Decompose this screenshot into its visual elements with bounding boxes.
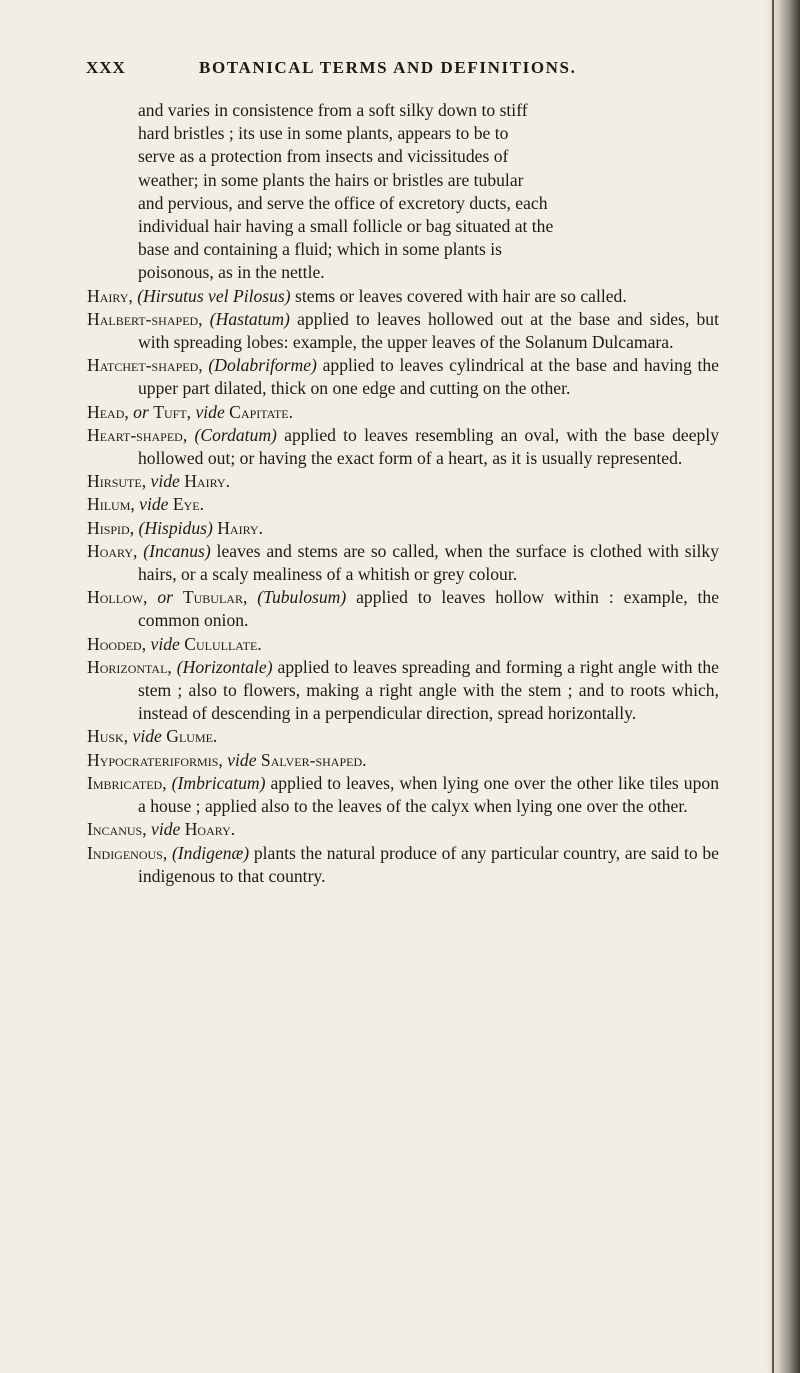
page-binding-line [772, 0, 774, 1373]
entry-incanus: Incanus, vide Hoary. [87, 819, 236, 840]
entry-latin: (Cordatum) [194, 424, 277, 445]
continuation-line: hard bristles ; its use in some plants, appears to be to [138, 123, 509, 144]
continuation-line: poisonous, as in the nettle. [138, 262, 325, 283]
entry-imbricated [87, 772, 719, 818]
entry-term: Horizontal, [87, 656, 172, 677]
entry-latin: (Hastatum) [209, 308, 290, 329]
entry-hollow: Hollow, or Tubular, (Tubulosum) applied to leaves hollow within : example, the common onion. [87, 587, 720, 631]
entry-husk: Husk, vide Glume. [87, 726, 218, 747]
entry-term: Heart-shaped, [87, 424, 188, 445]
entry-definition: applied to leaves, when lying one over the other like tiles upon a house ; applied also to the leaves of the calyx when lying one over the other. [138, 772, 719, 817]
entry-hatchet-shaped [87, 354, 719, 400]
continuation-line: base and containing a fluid; which in some plants is [138, 239, 503, 260]
entry-cross-reference: Salver-shaped. [260, 749, 367, 770]
entry-latin: (Hispidus) [138, 517, 213, 538]
entry-term: Hispid, [87, 517, 135, 538]
entry-hooded: Hooded, vide Culullate. [87, 633, 262, 654]
continuation-line: individual hair having a small follicle or bag situated at the [138, 216, 554, 237]
entry-hypocrateriformis: Hypocrateriformis, vide Salver-shaped. [87, 749, 367, 770]
page-body [87, 99, 719, 888]
entry-term: Hirsute, [87, 471, 147, 492]
entry-latin: (Indigenæ) [171, 842, 250, 863]
entry-term: Hairy, [87, 285, 133, 306]
entry-cross-reference: Capitate. [229, 401, 294, 422]
page-number: XXX [86, 58, 126, 77]
entry-term: Incanus, [87, 819, 147, 840]
entry-cross-reference: Eye. [172, 494, 205, 515]
entry-term: Hilum, [87, 494, 135, 515]
running-title: BOTANICAL TERMS AND DEFINITIONS. [199, 58, 577, 77]
entry-hirsute: Hirsute, vide Hairy. [87, 471, 230, 492]
entry-term: Hatchet-shaped, [87, 355, 203, 376]
entry-term: Hypocrateriformis, [87, 749, 223, 770]
entry-definition: leaves and stems are so called, when the surface is clothed with silky hairs, or a scaly mealiness of a whitish or grey colour. [138, 540, 719, 585]
entry-cross-reference: Hoary. [184, 819, 236, 840]
entry-term: Hoary, [87, 540, 138, 561]
entry-latin: (Incanus) [143, 540, 211, 561]
continuation-paragraph [87, 99, 719, 285]
entry-hispid [87, 517, 719, 540]
entry-latin: (Hirsutus vel Pilosus) [137, 285, 291, 306]
entry-term-alt: Tuft, [153, 401, 192, 422]
entry-term: Hollow, [87, 587, 148, 608]
entry-term: Husk, [87, 726, 129, 747]
continuation-line: weather; in some plants the hairs or bristles are tubular [138, 169, 524, 190]
entry-latin: (Dolabriforme) [208, 355, 317, 376]
entry-definition: applied to leaves hollowed out at the base and sides, but with spreading lobes: example, the upper leaves of the Solanum Dulcamara. [138, 308, 719, 353]
entry-hoary [87, 540, 719, 586]
entry-indigenous [87, 842, 719, 888]
entry-head: Head, or Tuft, vide Capitate. [87, 401, 294, 422]
entry-cross-reference: Hairy. [184, 471, 230, 492]
entry-cross-reference: Glume. [166, 726, 218, 747]
entry-cross-reference: Hairy. [212, 517, 264, 538]
entry-hairy [87, 285, 719, 308]
entry-cross-reference: Culullate. [184, 633, 262, 654]
entry-hilum: Hilum, vide Eye. [87, 494, 205, 515]
entry-definition: applied to leaves hollow within : example, the common onion. [138, 587, 720, 631]
entry-definition: applied to leaves cylindrical at the base and having the upper part dilated, thick on one edge and cutting on the other. [138, 355, 719, 399]
continuation-line: serve as a protection from insects and vicissitudes of [138, 146, 509, 167]
entry-heart-shaped [87, 424, 719, 470]
entry-term: Head, [87, 401, 129, 422]
continuation-line: and pervious, and serve the office of excretory ducts, each [138, 192, 548, 213]
entry-latin: (Imbricatum) [171, 772, 266, 793]
entry-definition: applied to leaves spreading and forming a right angle with the stem ; also to flowers, making a right angle with the stem ; and to roots which, instead of descending in a perpendicular direction, spread horizontally. [138, 656, 719, 724]
continuation-line: and varies in consistence from a soft silky down to stiff [138, 100, 528, 120]
entry-term: Imbricated, [87, 772, 167, 793]
entry-definition: applied to leaves resembling an oval, with the base deeply hollowed out; or having the exact form of a heart, as it is usually represented. [138, 424, 719, 469]
entry-definition: plants the natural produce of any particular country, are said to be indigenous to that country. [138, 842, 719, 886]
page-header [86, 58, 736, 88]
entry-term: Indigenous, [87, 842, 168, 863]
entry-term: Hooded, [87, 633, 147, 654]
entry-term-alt: Tubular, [182, 587, 248, 608]
entry-horizontal [87, 656, 719, 726]
entry-definition: stems or leaves covered with hair are so called. [290, 285, 627, 306]
entry-term: Halbert-shaped, [87, 308, 203, 329]
entry-latin: (Horizontale) [176, 656, 273, 677]
entry-latin: (Tubulosum) [257, 587, 347, 608]
entry-halbert-shaped [87, 308, 719, 354]
